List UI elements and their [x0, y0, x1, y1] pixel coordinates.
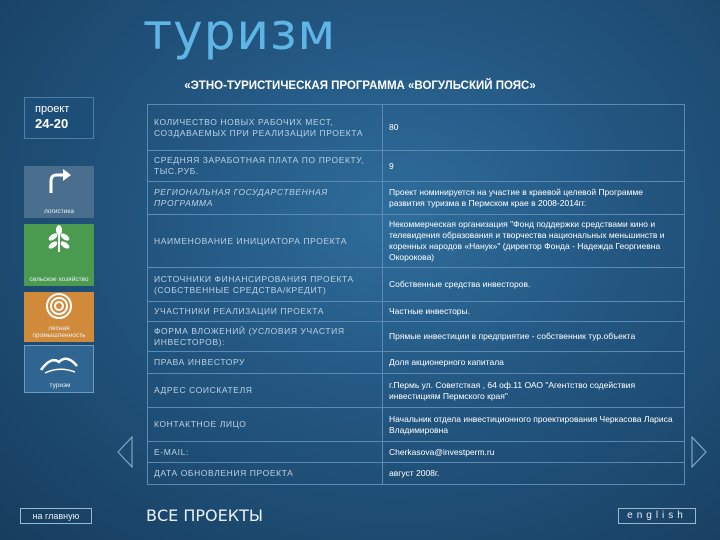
row-key: ДАТА ОБНОВЛЕНИЯ ПРОЕКТА — [148, 463, 383, 485]
row-value: Cherkasova@investperm.ru — [383, 442, 685, 463]
row-key: УЧАСТНИКИ РЕАЛИЗАЦИИ ПРОЕКТА — [148, 302, 383, 322]
row-value: 9 — [383, 151, 685, 182]
table-row — [148, 182, 685, 215]
table-row — [148, 151, 685, 182]
row-value: август 2008г. — [383, 463, 685, 485]
category-tourism[interactable] — [24, 345, 94, 393]
project-code: 24-20 — [35, 116, 69, 131]
row-value: Некоммерческая организация "Фонд поддержки средствами кино и телевидения образования и творчества национальных меньшинств и коренных народов «Нанук»" (директор Фонда - Надежда Георгиевна Окорокова) — [383, 215, 685, 268]
category-logistics[interactable] — [24, 166, 94, 218]
category-label: лесная промышленность — [32, 325, 86, 339]
mountain-icon — [39, 352, 79, 376]
row-value: Проект номинируется на участие в краевой целевой Программе развития туризма в Пермском крае в 2008-2014гг. — [383, 182, 685, 215]
table-row — [148, 322, 685, 352]
sidebar — [24, 97, 94, 393]
project-info-table — [147, 104, 685, 485]
row-value: Доля акционерного капитала — [383, 352, 685, 374]
category-forestry[interactable] — [24, 292, 94, 342]
english-language-button[interactable]: english — [618, 508, 696, 524]
row-key: НАИМЕНОВАНИЕ ИНИЦИАТОРА ПРОЕКТА — [148, 215, 383, 268]
row-value: Частные инвесторы. — [383, 302, 685, 322]
table-row — [148, 374, 685, 408]
table-row — [148, 408, 685, 442]
plant-icon — [44, 224, 74, 254]
row-value: Прямые инвестиции в предприятие - собственник тур.объекта — [383, 322, 685, 352]
project-number-box — [24, 97, 94, 139]
category-agriculture[interactable] — [24, 224, 94, 286]
row-value: 80 — [383, 105, 685, 151]
table-row — [148, 215, 685, 268]
project-subtitle: «ЭТНО-ТУРИСТИЧЕСКАЯ ПРОГРАММА «ВОГУЛЬСКИЙ ПОЯС» — [184, 80, 536, 92]
table-row — [148, 463, 685, 485]
row-key: ФОРМА ВЛОЖЕНИЙ (УСЛОВИЯ УЧАСТИЯ ИНВЕСТОРОВ): — [148, 322, 383, 352]
category-label: сельское хозяйство — [29, 276, 89, 283]
row-value: г.Пермь ул. Советсткая , 64 оф.11 ОАО "Агентство содействия инвестициям Пермского края" — [383, 374, 685, 408]
project-label: проект — [35, 103, 70, 115]
table-row — [148, 105, 685, 151]
row-key: ПРАВА ИНВЕСТОРУ — [148, 352, 383, 374]
category-label: туризм — [49, 382, 71, 389]
next-arrow-icon[interactable] — [690, 435, 708, 469]
row-key: АДРЕС СОИСКАТЕЛЯ — [148, 374, 383, 408]
table-row — [148, 352, 685, 374]
tree-rings-icon — [44, 292, 74, 322]
row-key: РЕГИОНАЛЬНАЯ ГОСУДАРСТВЕННАЯ ПРОГРАММА — [148, 182, 383, 215]
previous-arrow-icon[interactable] — [116, 435, 134, 469]
row-value: Собственные средства инвесторов. — [383, 268, 685, 302]
table-row — [148, 302, 685, 322]
row-key: КОНТАКТНОЕ ЛИЦО — [148, 408, 383, 442]
row-value: Начальник отдела инвестиционного проектирования Черкасова Лариса Владимировна — [383, 408, 685, 442]
page-title: туризм — [143, 3, 337, 61]
all-projects-link[interactable]: ВСЕ ПРОЕКТЫ — [146, 506, 263, 525]
row-key: ИСТОЧНИКИ ФИНАНСИРОВАНИЯ ПРОЕКТА (СОБСТВЕННЫЕ СРЕДСТВА/КРЕДИТ) — [148, 268, 383, 302]
table-row — [148, 442, 685, 463]
arrow-turn-icon — [44, 166, 74, 196]
table-row — [148, 268, 685, 302]
row-key: КОЛИЧЕСТВО НОВЫХ РАБОЧИХ МЕСТ, СОЗДАВАЕМЫХ ПРИ РЕАЛИЗАЦИИ ПРОЕКТА — [148, 105, 383, 151]
category-label: логистика — [44, 208, 74, 215]
row-key: E-MAIL: — [148, 442, 383, 463]
row-key: СРЕДНЯЯ ЗАРАБОТНАЯ ПЛАТА ПО ПРОЕКТУ, ТЫС.РУБ. — [148, 151, 383, 182]
home-button[interactable]: на главную — [20, 508, 92, 524]
